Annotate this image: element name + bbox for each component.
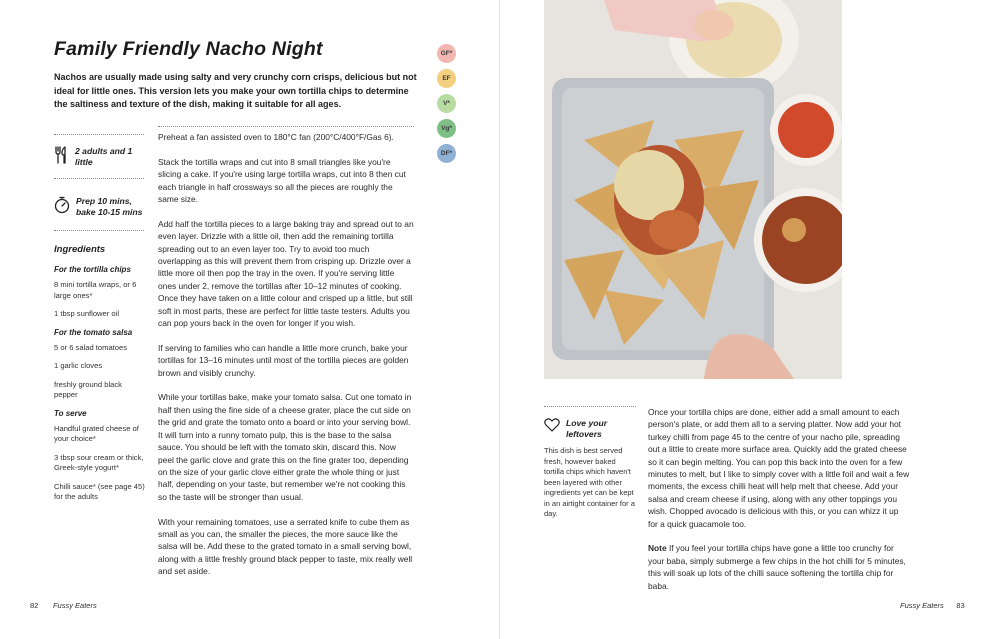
- badge-dairy-free: DF*: [437, 144, 456, 163]
- ingredient-group-title: To serve: [54, 408, 87, 418]
- ingredient-group-title: For the tomato salsa: [54, 327, 133, 337]
- method-step: Stack the tortilla wraps and cut into 8 small triangles like you're slicing a cake. If you're using large tortilla wraps, cut into 8 then cut each triangle in half crossways so all the pieces are roughly the same size.: [158, 156, 406, 205]
- ingredient-item: Chilli sauce* (see page 45) for the adults: [54, 481, 145, 501]
- ingredients-heading: Ingredients: [54, 244, 106, 255]
- note-paragraph: [648, 542, 910, 592]
- love-your-leftovers: [544, 418, 636, 520]
- ingredients-list: [54, 244, 146, 511]
- page-number: 83: [956, 601, 965, 610]
- book-title: Fussy Eaters: [900, 601, 944, 610]
- love-header: [544, 418, 636, 440]
- ingredient-item: 1 tbsp sunflower oil: [54, 309, 120, 318]
- heart-icon: [544, 418, 560, 437]
- love-title: Love your leftovers: [566, 418, 608, 439]
- divider: [54, 230, 144, 231]
- badge-vegan: Vg*: [437, 119, 456, 138]
- ingredient-item: Handful grated cheese of your choice*: [54, 423, 139, 443]
- recipe-intro: Nachos are usually made using salty and very crunchy corn crisps, delicious but not ideal for little ones. This version lets you make your own tortilla chips to determine the saltiness and texture of the dish, making it suitable for all ages.: [54, 72, 417, 110]
- ingredient-group: [54, 328, 146, 401]
- serves-info: [54, 146, 149, 169]
- divider: [158, 126, 414, 127]
- recipe-title: Family Friendly Nacho Night: [54, 38, 323, 60]
- method-step: If serving to families who can handle a little more crunch, bake your tortillas for 13–16 minutes until most of the tortilla pieces are golden brown and visibly crunchy.: [158, 342, 409, 378]
- ingredient-item: 1 garlic cloves: [54, 361, 103, 370]
- method-steps: [158, 131, 414, 590]
- method-step: Preheat a fan assisted oven to 180°C fan (200°C/400°F/Gas 6).: [158, 132, 394, 142]
- serves-text: 2 adults and 1 little: [75, 146, 133, 167]
- cutlery-icon: [54, 146, 69, 169]
- method-step: With your remaining tomatoes, use a serrated knife to cube them as small as you can, the smaller the pieces, the more sauce like the salsa will be. Add these to the grated tomato in a small serving bowl, along with a little freshly ground black pepper to taste, mix really well and set aside.: [158, 516, 413, 577]
- badge-vegetarian: V*: [437, 94, 456, 113]
- note-label: Note: [648, 543, 667, 554]
- footer-right: [900, 601, 965, 610]
- nacho-photo: [544, 0, 842, 379]
- page-spine: [499, 0, 500, 639]
- divider: [54, 134, 144, 135]
- ingredient-group-title: For the tortilla chips: [54, 265, 131, 274]
- prep-text: Prep 10 mins, bake 10-15 mins: [76, 196, 143, 217]
- prep-info: [54, 196, 149, 219]
- footer-left: [30, 601, 97, 610]
- divider: [544, 406, 636, 407]
- method-continued: [648, 406, 910, 604]
- note-text: If you feel your tortilla chips have gone a little too crunchy for your baba, simply submerge a few chips in the hot chilli for 5 minutes, this will soak up lots of the chilli sauce softening the tortilla chip for baba.: [648, 543, 906, 591]
- love-body: This dish is best served fresh, however baked tortilla chips which haven't been layered with other ingredients yet can be kept in an airtight container for a day.: [544, 446, 635, 518]
- book-title: Fussy Eaters: [52, 601, 97, 610]
- badge-egg-free: EF: [437, 69, 456, 88]
- ingredient-item: 8 mini tortilla wraps, or 6 large ones*: [54, 280, 137, 300]
- method-step: While your tortillas bake, make your tomato salsa. Cut one tomato in half then using the fine side of a cheese grater, place the cut side on the grid and grate the tomato onto a board or into your serving bowl. It will turn into a runny tomato pulp, this is the base to the salsa sauce. You should be left with the tomato skin, discard this. Now peel the garlic clove and grate this on the fine grater too, depending on the size of your garlic clove either grate the whole thing or just half, depending on your taste, but remember we're not cooking this so the taste will be stronger than usual.: [158, 392, 412, 502]
- divider: [54, 178, 144, 179]
- method-step: Once your tortilla chips are done, either add a small amount to each person's plate, or add them all to a serving platter. Now add your hot turkey chilli from page 45 to the centre of your nacho pile, spreading out a little to create more surface area. Quickly add the grated cheese so it can begin melting. You can pop this back into the oven for a few minutes to melt, but I like to simply cover with a little foil and wait a few moments, the excess chilli heat will help melt that cheese. Add your salsa and cream cheese if using, along with any other toppings you wish. Chopped avocado is delicious with this, or you can whizz it up for a quick guacamole too.: [648, 407, 910, 529]
- ingredient-item: 3 tbsp sour cream or thick, Greek-style yogurt*: [54, 452, 144, 472]
- ingredient-item: freshly ground black pepper: [54, 379, 122, 399]
- ingredient-item: 5 or 6 salad tomatoes: [54, 342, 128, 352]
- page-number: 82: [30, 601, 39, 610]
- badge-gluten-free: GF*: [437, 44, 456, 63]
- ingredient-group: [54, 265, 146, 320]
- method-step: Add half the tortilla pieces to a large baking tray and spread out to an even layer. Drizzle with a little oil, then add the remaining tortilla spreading out to an even layer too. Try to avoid too much overlapping as this will prevent them from crisping up. Drizzle over a little more oil then pop the tray in the oven. If you're serving little ones under 2, remove the tortillas after 10–12 minutes of cooking. Once they have taken on a little colour and crisped up a little, but still soft in most parts, these are perfect for little taste testers. Adults you can pop yours back in the oven for longer if you wish.: [158, 218, 414, 329]
- ingredient-group: [54, 409, 146, 503]
- timer-icon: [54, 196, 70, 219]
